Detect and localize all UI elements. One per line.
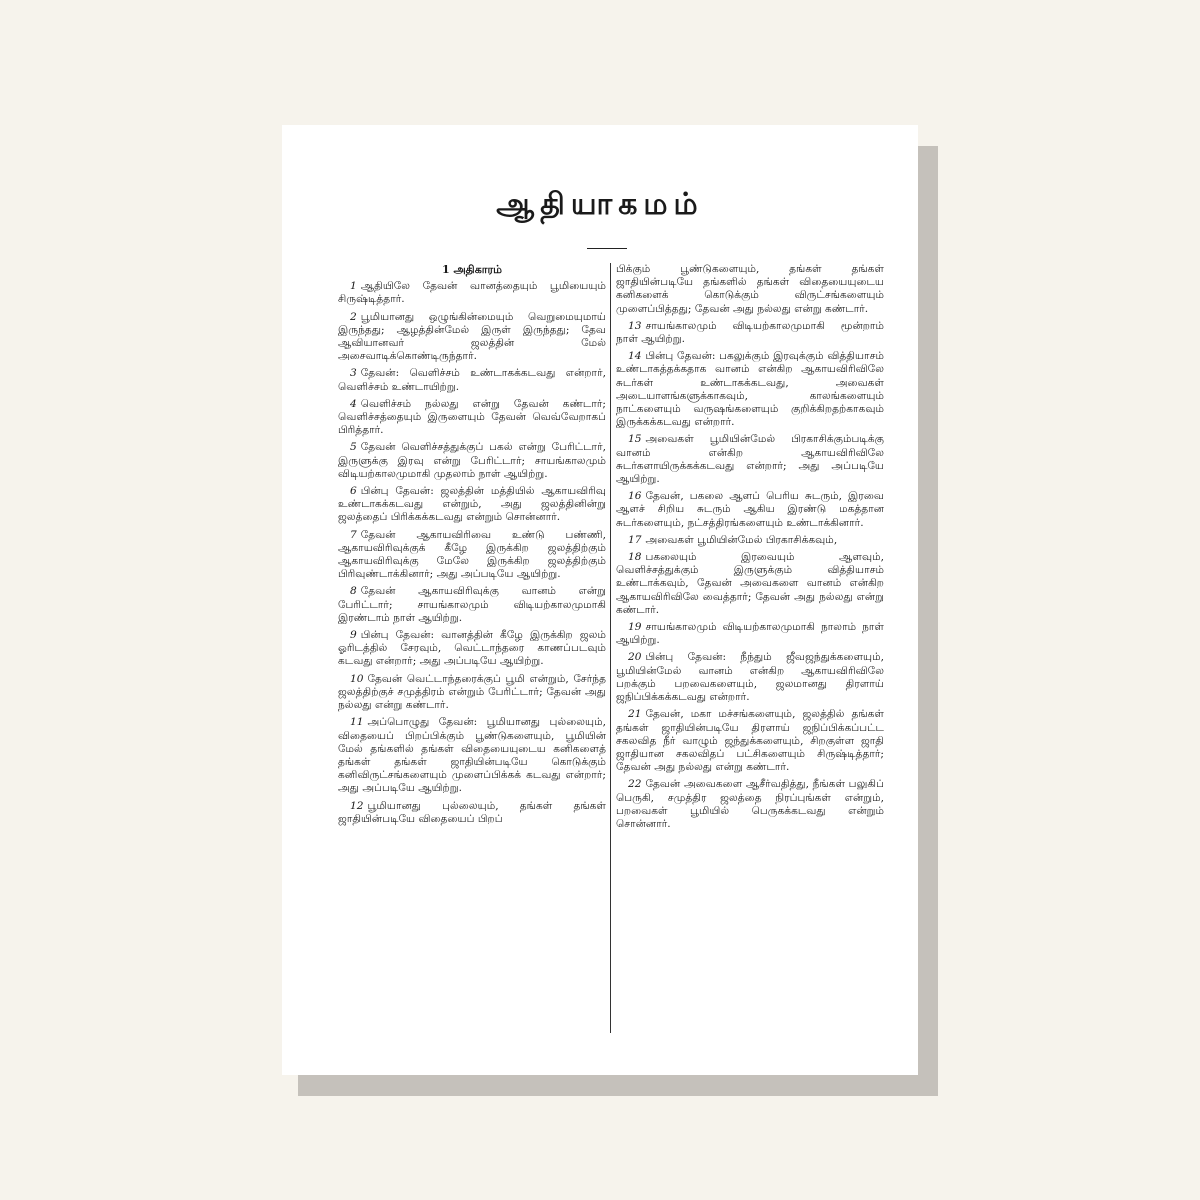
verse bbox=[616, 320, 884, 346]
verse-number: 14 bbox=[628, 350, 642, 363]
verse-text: பின்பு தேவன்: பகலுக்கும் இரவுக்கும் வித்தியாசம் உண்டாகத்தக்கதாக வானம் என்கிற ஆகாயவிரிவிலே சுடர்கள் உண்டாகக்கடவது, அவைகள் அடையாளங்களுக்காகவும், காலங்களையும் நாட்களையும் வருஷங்களையும் குறிக்கிறதற்காகவும் இருக்கக்கடவது என்றார். bbox=[616, 350, 884, 429]
verse bbox=[338, 673, 606, 713]
verse-text: தேவன், மகா மச்சங்களையும், ஜலத்தில் தங்கள் தங்கள் ஜாதியின்படியே திரளாய் ஜநிப்பிக்கப்பட்ட சகலவித நீர் வாழும் ஜந்துக்களையும், சிறகுள்ள ஜாதி ஜாதியான சகலவிதப் பட்சிகளையும் சிருஷ்டித்தார்; தேவன் அது நல்லது என்று கண்டார். bbox=[616, 708, 884, 774]
verse-number: 11 bbox=[350, 716, 364, 729]
verse bbox=[616, 350, 884, 429]
verse bbox=[616, 778, 884, 831]
verse-text: தேவன் அவைகளை ஆசீர்வதித்து, நீங்கள் பலுகிப் பெருகி, சமுத்திர ஜலத்தை நிரப்புங்கள் என்றும், பறவைகள் பூமியில் பெருகக்கடவது என்றும் சொன்னார். bbox=[616, 778, 884, 830]
verse bbox=[616, 551, 884, 617]
verse-text: தேவன் வெளிச்சத்துக்குப் பகல் என்று பேரிட்டார், இருளுக்கு இரவு என்று பேரிட்டார்; சாயங்காலமும் விடியற்காலமுமாகி முதலாம் நாள் ஆயிற்று. bbox=[338, 441, 606, 480]
verse-text: பூமியானது புல்லையும், தங்கள் தங்கள் ஜாதியின்படியே விதையைப் பிறப் bbox=[338, 799, 606, 825]
verse bbox=[616, 708, 884, 774]
verse bbox=[338, 485, 606, 525]
verse bbox=[338, 441, 606, 481]
verse-text: தேவன் ஆகாயவிரிவை உண்டு பண்ணி, ஆகாயவிரிவுக்குக் கீழே இருக்கிற ஜலத்திற்கும் ஆகாயவிரிவுக்கு மேலே இருக்கிற ஜலத்திற்கும் பிரிவுண்டாக்கினார்; அது அப்படியே ஆயிற்று. bbox=[338, 528, 606, 581]
verse-text: பின்பு தேவன்: ஜலத்தின் மத்தியில் ஆகாயவிரிவு உண்டாகக்கடவது என்றும், அது ஜலத்தினின்று ஜலத்தைப் பிரிக்கக்கடவது என்றும் சொன்னார். bbox=[338, 485, 606, 524]
text-columns bbox=[338, 263, 898, 1033]
verse-number: 10 bbox=[350, 672, 364, 685]
verse-text: வெளிச்சம் நல்லது என்று தேவன் கண்டார்; வெளிச்சத்தையும் இருளையும் தேவன் வெவ்வேறாகப் பிரித்தார். bbox=[338, 397, 606, 437]
verse-text: தேவன்: வெளிச்சம் உண்டாகக்கடவது என்றார், வெளிச்சம் உண்டாயிற்று. bbox=[338, 367, 606, 393]
verse-text: பிக்கும் பூண்டுகளையும், தங்கள் தங்கள் ஜாதியின்படியே தங்களில் தங்கள் விதையையுடைய கனிகளைக் கொடுக்கும் விருட்சங்களையும் முளைப்பித்தது; தேவன் அது நல்லது என்று கண்டார். bbox=[616, 263, 884, 315]
verse bbox=[338, 367, 606, 393]
verse-text: ஆதியிலே தேவன் வானத்தையும் பூமியையும் சிருஷ்டித்தார். bbox=[338, 280, 606, 306]
verse-text: பின்பு தேவன்: நீந்தும் ஜீவஜந்துக்களையும், பூமியின்மேல் வானம் என்கிற ஆகாயவிரிவிலே பறக்கும் பறவைகளையும், ஜலமானது திரளாய் ஜநிப்பிக்கக்கடவது என்றார். bbox=[616, 651, 884, 704]
verse-number: 5 bbox=[350, 441, 357, 454]
verse bbox=[338, 529, 606, 582]
verse-number: 19 bbox=[628, 621, 642, 634]
verse-number: 21 bbox=[628, 708, 642, 721]
verse bbox=[616, 651, 884, 704]
verse bbox=[338, 585, 606, 625]
chapter-heading: 1 அதிகாரம் bbox=[441, 263, 503, 276]
verse bbox=[616, 490, 884, 530]
verse bbox=[338, 280, 606, 306]
verse bbox=[338, 800, 606, 826]
book-title: ஆதியாகமம் bbox=[496, 187, 704, 222]
verse-number: 4 bbox=[350, 397, 357, 410]
verse-number: 22 bbox=[628, 778, 642, 791]
verse-text: சாயங்காலமும் விடியற்காலமுமாகி மூன்றாம் நாள் ஆயிற்று. bbox=[616, 319, 884, 346]
verse bbox=[338, 629, 606, 669]
verse bbox=[616, 433, 884, 486]
verse-number: 16 bbox=[628, 490, 642, 503]
right-column bbox=[616, 263, 884, 1033]
left-verse-list bbox=[338, 280, 606, 826]
verse-text: பின்பு தேவன்: வானத்தின் கீழே இருக்கிற ஜலம் ஓரிடத்தில் சேரவும், வெட்டாந்தரை காணப்படவும் கடவது என்றார்; அது அப்படியே ஆயிற்று. bbox=[338, 629, 606, 668]
verse-number: 6 bbox=[350, 485, 357, 498]
verse-number: 12 bbox=[350, 799, 364, 812]
verse-number: 1 bbox=[350, 280, 357, 293]
verse bbox=[616, 534, 884, 547]
verse-number: 13 bbox=[628, 319, 642, 332]
verse-number: 17 bbox=[628, 533, 642, 546]
verse-text: அவைகள் பூமியின்மேல் பிரகாசிக்கும்படிக்கு வானம் என்கிற ஆகாயவிரிவிலே சுடர்களாயிருக்கக்கடவது என்றார்; அது அப்படியே ஆயிற்று. bbox=[616, 433, 884, 486]
column-divider bbox=[610, 263, 611, 1033]
verse-number: 2 bbox=[350, 310, 357, 323]
verse-text: தேவன், பகலை ஆளப் பெரிய சுடரும், இரவை ஆளச் சிறிய சுடரும் ஆகிய இரண்டு மகத்தான சுடர்களையும், நட்சத்திரங்களையும் உண்டாக்கினார். bbox=[616, 490, 884, 529]
verse bbox=[338, 716, 606, 795]
verse-number: 15 bbox=[628, 433, 642, 446]
verse-text: அவைகள் பூமியின்மேல் பிரகாசிக்கவும், bbox=[645, 533, 838, 546]
verse bbox=[338, 398, 606, 438]
verse-text: சாயங்காலமும் விடியற்காலமுமாகி நாலாம் நாள் ஆயிற்று. bbox=[616, 621, 884, 647]
verse bbox=[616, 621, 884, 647]
right-verse-list bbox=[616, 263, 884, 831]
verse bbox=[616, 263, 884, 316]
left-column bbox=[338, 263, 606, 1033]
verse-number: 7 bbox=[350, 528, 357, 541]
verse-text: தேவன் ஆகாயவிரிவுக்கு வானம் என்று பேரிட்டார்; சாயங்காலமும் விடியற்காலமுமாகி இரண்டாம் நாள் ஆயிற்று. bbox=[338, 585, 606, 624]
verse-text: பகலையும் இரவையும் ஆளவும், வெளிச்சத்துக்கும் இருளுக்கும் வித்தியாசம் உண்டாக்கவும், தேவன் அவைகளை வானம் என்கிற ஆகாயவிரிவிலே வைத்தார்; தேவன் அது நல்லது என்று கண்டார். bbox=[616, 551, 884, 616]
verse-number: 20 bbox=[628, 651, 642, 664]
verse-number: 3 bbox=[350, 367, 357, 380]
verse-text: அப்பொழுது தேவன்: பூமியானது புல்லையும், விதையைப் பிறப்பிக்கும் பூண்டுகளையும், பூமியின் மேல் தங்களில் தங்கள் விதையையுடைய கனிகளைத் தங்கள் தங்கள் ஜாதியின்படியே கொடுக்கும் கனிவிருட்சங்களையும் முளைப்பிக்கக் கடவது என்றார்; அது அப்படியே ஆயிற்று. bbox=[338, 716, 606, 795]
verse-number: 18 bbox=[628, 551, 642, 564]
verse-number: 8 bbox=[350, 585, 357, 598]
scanned-page bbox=[282, 125, 918, 1075]
title-area bbox=[282, 187, 918, 226]
title-rule bbox=[587, 248, 627, 249]
verse-number: 9 bbox=[350, 629, 357, 642]
verse-text: பூமியானது ஒழுங்கின்மையும் வெறுமையுமாய் இருந்தது; ஆழத்தின்மேல் இருள் இருந்தது; தேவ ஆவியானவர் ஜலத்தின் மேல் அசைவாடிக்கொண்டிருந்தார். bbox=[338, 310, 606, 363]
verse-text: தேவன் வெட்டாந்தரைக்குப் பூமி என்றும், சேர்ந்த ஜலத்திற்குச் சமுத்திரம் என்றும் பேரிட்டார்; தேவன் அது நல்லது என்று கண்டார். bbox=[338, 672, 606, 712]
verse bbox=[338, 311, 606, 364]
